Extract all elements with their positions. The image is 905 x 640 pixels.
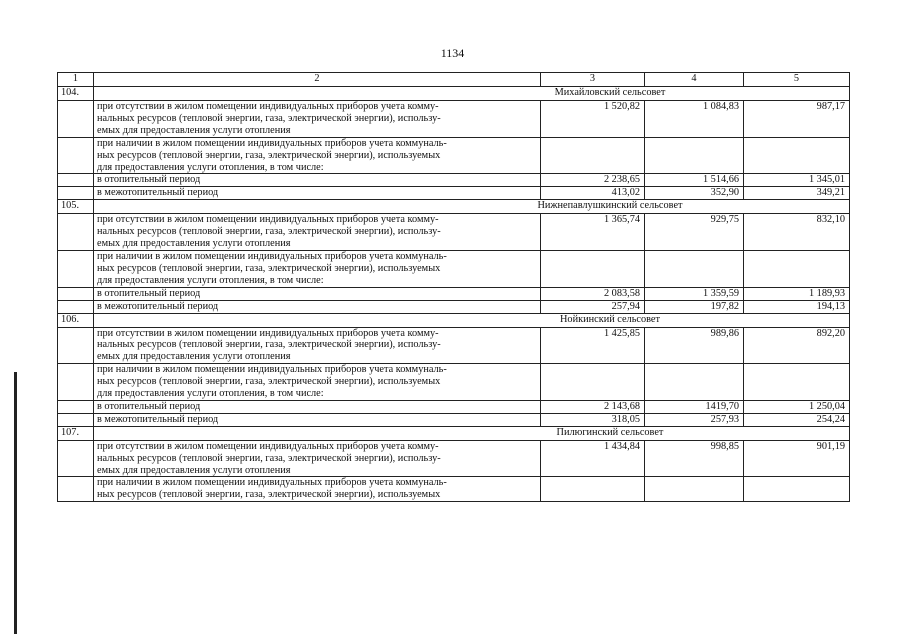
text-line: для предоставления услуги отопления, в том числе:	[97, 274, 324, 286]
section-name: Пилюгинский сельсовет	[94, 426, 850, 440]
text-line: при отсутствии в жилом помещении индивидуальных приборов учета комму-	[97, 214, 439, 226]
value-cell: 989,86	[645, 327, 744, 364]
section-row	[58, 87, 850, 101]
section-row	[58, 200, 850, 214]
text-line: нальных ресурсов (тепловой энергии, газа, электрической энергии), использу-	[97, 339, 441, 351]
empty-cell	[58, 174, 94, 187]
value-cell: 892,20	[744, 327, 850, 364]
empty-cell	[541, 477, 645, 502]
value-cell: 352,90	[645, 187, 744, 200]
text-line: емых для предоставления услуги отопления	[97, 464, 291, 476]
value-cell: 832,10	[744, 214, 850, 251]
value-cell: 1 084,83	[645, 101, 744, 138]
row-description	[94, 214, 541, 251]
text-line: емых для предоставления услуги отопления	[97, 124, 291, 136]
empty-cell	[58, 440, 94, 477]
table-row	[58, 440, 850, 477]
value-cell: 987,17	[744, 101, 850, 138]
value-cell: 194,13	[744, 300, 850, 313]
table-row	[58, 413, 850, 426]
empty-cell	[744, 364, 850, 401]
value-cell: 257,93	[645, 413, 744, 426]
empty-cell	[744, 250, 850, 287]
value-cell: 197,82	[645, 300, 744, 313]
table-row	[58, 477, 850, 502]
table-row	[58, 287, 850, 300]
table-row	[58, 400, 850, 413]
section-number: 104.	[58, 87, 94, 101]
text-line: нальных ресурсов (тепловой энергии, газа, электрической энергии), использу-	[97, 452, 441, 464]
value-cell: 1 359,59	[645, 287, 744, 300]
empty-cell	[541, 137, 645, 174]
text-line: нальных ресурсов (тепловой энергии, газа, электрической энергии), использу-	[97, 226, 441, 238]
empty-cell	[744, 137, 850, 174]
value-cell: 998,85	[645, 440, 744, 477]
tariff-table	[57, 72, 850, 502]
table-row	[58, 174, 850, 187]
value-cell: 1 250,04	[744, 400, 850, 413]
text-line: для предоставления услуги отопления, в том числе:	[97, 388, 324, 400]
table-row	[58, 214, 850, 251]
text-line: емых для предоставления услуги отопления	[97, 351, 291, 363]
empty-cell	[58, 187, 94, 200]
value-cell: 1 345,01	[744, 174, 850, 187]
section-name: Нойкинский сельсовет	[94, 313, 850, 327]
table-row	[58, 364, 850, 401]
period-label: в межотопительный период	[94, 187, 541, 200]
value-cell: 318,05	[541, 413, 645, 426]
binding-edge-line	[14, 372, 17, 634]
value-cell: 2 143,68	[541, 400, 645, 413]
value-cell: 1 434,84	[541, 440, 645, 477]
text-line: емых для предоставления услуги отопления	[97, 238, 291, 250]
empty-cell	[58, 250, 94, 287]
text-line: при наличии в жилом помещении индивидуальных приборов учета коммуналь-	[97, 364, 447, 376]
text-line: ных ресурсов (тепловой энергии, газа, электрической энергии), используемых	[97, 262, 441, 274]
value-cell: 901,19	[744, 440, 850, 477]
empty-cell	[58, 477, 94, 502]
section-row	[58, 426, 850, 440]
period-label: в межотопительный период	[94, 300, 541, 313]
empty-cell	[58, 287, 94, 300]
column-header-row	[58, 73, 850, 87]
value-cell: 1 425,85	[541, 327, 645, 364]
table-row	[58, 187, 850, 200]
empty-cell	[58, 101, 94, 138]
table-row	[58, 300, 850, 313]
value-cell: 2 238,65	[541, 174, 645, 187]
section-name: Михайловский сельсовет	[94, 87, 850, 101]
period-label: в отопительный период	[94, 174, 541, 187]
table-row	[58, 137, 850, 174]
value-cell: 1 514,66	[645, 174, 744, 187]
table-row	[58, 101, 850, 138]
table-row	[58, 327, 850, 364]
empty-cell	[645, 477, 744, 502]
value-cell: 1419,70	[645, 400, 744, 413]
row-description	[94, 364, 541, 401]
section-number: 105.	[58, 200, 94, 214]
empty-cell	[58, 137, 94, 174]
row-description	[94, 101, 541, 138]
period-label: в отопительный период	[94, 400, 541, 413]
empty-cell	[58, 300, 94, 313]
column-header: 5	[744, 73, 850, 87]
row-description	[94, 327, 541, 364]
value-cell: 349,21	[744, 187, 850, 200]
page-number: 1134	[440, 46, 465, 60]
value-cell: 257,94	[541, 300, 645, 313]
text-line: при отсутствии в жилом помещении индивидуальных приборов учета комму-	[97, 327, 439, 339]
value-cell: 1 365,74	[541, 214, 645, 251]
row-description	[94, 440, 541, 477]
empty-cell	[541, 364, 645, 401]
text-line: ных ресурсов (тепловой энергии, газа, электрической энергии), используемых	[97, 149, 441, 161]
text-line: при наличии в жилом помещении индивидуальных приборов учета коммуналь-	[97, 250, 447, 262]
value-cell: 1 189,93	[744, 287, 850, 300]
text-line: при наличии в жилом помещении индивидуальных приборов учета коммуналь-	[97, 137, 447, 149]
empty-cell	[645, 364, 744, 401]
section-name: Нижнепавлушкинский сельсовет	[94, 200, 850, 214]
empty-cell	[58, 327, 94, 364]
empty-cell	[58, 364, 94, 401]
column-header: 2	[94, 73, 541, 87]
row-description	[94, 250, 541, 287]
column-header: 4	[645, 73, 744, 87]
text-line: нальных ресурсов (тепловой энергии, газа, электрической энергии), использу-	[97, 112, 441, 124]
row-description	[94, 137, 541, 174]
empty-cell	[744, 477, 850, 502]
period-label: в межотопительный период	[94, 413, 541, 426]
value-cell: 2 083,58	[541, 287, 645, 300]
text-line: при отсутствии в жилом помещении индивидуальных приборов учета комму-	[97, 440, 439, 452]
empty-cell	[58, 214, 94, 251]
column-header: 1	[58, 73, 94, 87]
column-header: 3	[541, 73, 645, 87]
value-cell: 254,24	[744, 413, 850, 426]
section-row	[58, 313, 850, 327]
section-number: 106.	[58, 313, 94, 327]
empty-cell	[541, 250, 645, 287]
text-line: при наличии в жилом помещении индивидуальных приборов учета коммуналь-	[97, 477, 447, 489]
empty-cell	[645, 250, 744, 287]
section-number: 107.	[58, 426, 94, 440]
empty-cell	[58, 400, 94, 413]
text-line: для предоставления услуги отопления, в том числе:	[97, 161, 324, 173]
table-row	[58, 250, 850, 287]
text-line: при отсутствии в жилом помещении индивидуальных приборов учета комму-	[97, 101, 439, 112]
text-line: ных ресурсов (тепловой энергии, газа, электрической энергии), используемых	[97, 489, 441, 501]
row-description	[94, 477, 541, 502]
period-label: в отопительный период	[94, 287, 541, 300]
text-line: ных ресурсов (тепловой энергии, газа, электрической энергии), используемых	[97, 376, 441, 388]
empty-cell	[645, 137, 744, 174]
value-cell: 1 520,82	[541, 101, 645, 138]
empty-cell	[58, 413, 94, 426]
value-cell: 929,75	[645, 214, 744, 251]
value-cell: 413,02	[541, 187, 645, 200]
